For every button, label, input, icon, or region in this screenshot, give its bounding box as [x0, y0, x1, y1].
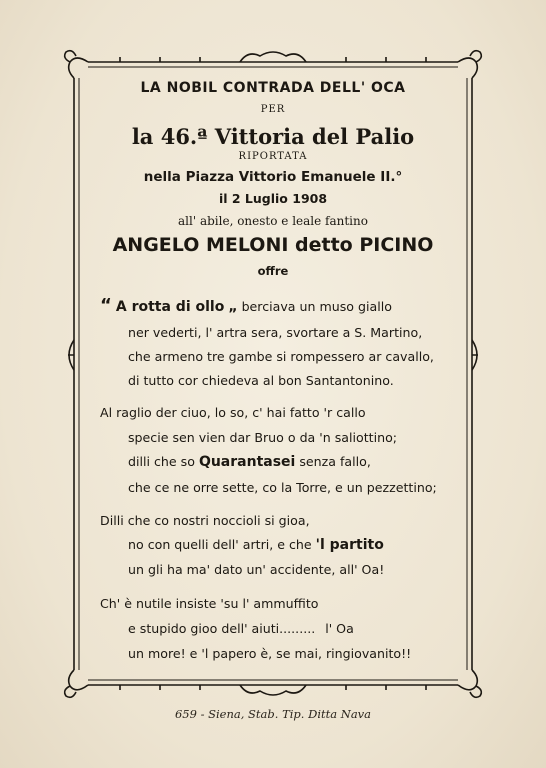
- date-line: il 2 Luglio 1908: [218, 191, 328, 206]
- poem-s1-line3: che armeno tre gambe si rompessero ar cavallo,: [128, 349, 434, 364]
- contrada-heading: LA NOBIL CONTRADA DELL' OCA: [140, 80, 406, 96]
- poem-s4-line3: un more! e 'l papero è, se mai, ringiovanito!!: [128, 646, 412, 661]
- printer-footer: 659 - Siena, Stab. Tip. Ditta Nava: [174, 707, 372, 721]
- jockey-name: ANGELO MELONI detto PICINO: [112, 234, 434, 256]
- corner-bottom-right: [458, 670, 481, 697]
- piazza-line: nella Piazza Vittorio Emanuele II.°: [143, 169, 403, 185]
- poem-s2-line2: specie sen vien dar Bruo o da 'n saliottino;: [128, 430, 398, 445]
- poem-s4-line2: e stupido gioo dell' aiuti......... l' Oa: [128, 621, 354, 636]
- poem-s2-line1: Al raglio der ciuo, lo so, c' hai fatto 'r callo: [100, 405, 366, 420]
- poem-s1-line4: di tutto cor chiedeva al bon Santantonino.: [128, 373, 394, 388]
- poem-s2-line4: che ce ne orre sette, co la Torre, e un pezzettino;: [128, 480, 437, 495]
- poem-s1-line2: ner vederti, l' artra sera, svortare a S. Martino,: [128, 325, 423, 340]
- ornament-right-center: [472, 340, 478, 370]
- corner-top-left: [65, 51, 88, 78]
- per-label: PER: [260, 104, 286, 115]
- poem-s3-line1: Dilli che co nostri noccioli si gioa,: [100, 513, 310, 528]
- offre-label: offre: [257, 264, 289, 278]
- poem-s2-line3: dilli che so Quarantasei senza fallo,: [128, 454, 371, 470]
- poem-s1-line1: “ A rotta di ollo „ berciava un muso giallo: [100, 295, 392, 316]
- corner-bottom-left: [65, 670, 88, 697]
- ornament-bottom-center: [240, 685, 306, 695]
- poem-s4-line1: Ch' è nutile insiste 'su l' ammuffito: [100, 596, 319, 611]
- ornament-top-center: [240, 52, 306, 62]
- poem-s3-line3: un gli ha ma' dato un' accidente, all' Oa!: [128, 562, 385, 577]
- riportata-label: RIPORTATA: [238, 151, 308, 162]
- poem-s3-line2: no con quelli dell' artri, e che 'l partito: [128, 537, 384, 553]
- fantino-line: all' abile, onesto e leale fantino: [178, 214, 368, 228]
- corner-top-right: [458, 51, 481, 78]
- victory-title: la 46.ª Vittoria del Palio: [131, 124, 415, 149]
- ornament-left-center: [68, 340, 74, 370]
